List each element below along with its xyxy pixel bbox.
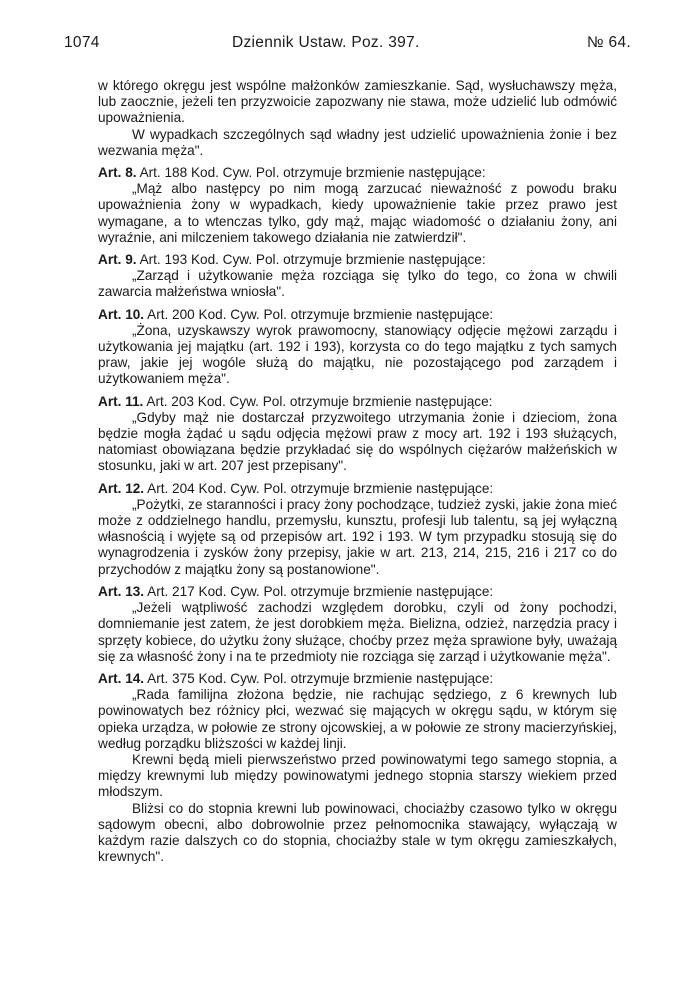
article-number: Art. 12. [98, 480, 145, 496]
article-heading [98, 671, 617, 687]
article-paragraph: „Żona, uzyskawszy wyrok prawomocny, stanowiący odjęcie mężowi zarządu i użytkowania jej majątku (art. 192 i 193), korzysta co do tego majątku z tych samych praw, jakie jej wogóle służą do majątku, nie pozostającego pod zarządem i użytkowaniem męża". [98, 322, 617, 387]
intro-paragraph: w którego okręgu jest wspólne małżonków zamieszkanie. Sąd, wysłuchawszy męża, lub zaocznie, jeżeli ten przyzwoicie zapozwany nie stawa, może udzielić lub odmówić upoważnienia. [98, 78, 617, 126]
article-paragraph: „Gdyby mąż nie dostarczał przyzwoitego utrzymania żonie i dzieciom, żona będzie mogła żądać u sądu odjęcia mężowi praw z mocy art. 192 i 193 służących, natomiast obowiązana będzie przykładać się do wspólnych ciężarów małżeńskich w stosunku, jaki w art. 207 jest przepisany". [98, 409, 617, 474]
page-header [64, 34, 631, 60]
article-heading-text: Art. 375 Kod. Cyw. Pol. otrzymuje brzmienie następujące: [147, 670, 494, 686]
article-paragraph: Krewni będą mieli pierwszeństwo przed powinowatymi tego samego stopnia, a między krewnymi lub między powinowatymi jednego stopnia starszy wiekiem przed młodszym. [98, 751, 617, 800]
article-number: Art. 10. [98, 306, 145, 322]
article-number: Art. 11. [98, 393, 144, 409]
article-heading-text: Art. 193 Kod. Cyw. Pol. otrzymuje brzmienie następujące: [139, 252, 486, 268]
article-heading [98, 584, 617, 600]
article-heading [98, 252, 617, 268]
article-paragraph: „Jeżeli wątpliwość zachodzi względem dorobku, czyli od żony pochodzi, domniemanie jest zatem, że jest dorobkiem męża. Bielizna, odzież, narzędzia pracy i sprzęty kobiece, do użytku żony służące, choćby przez męża sprawione były, uważają się za własność żony i na te przedmioty nie rozciąga się zarząd i użytkowanie męża". [98, 600, 617, 664]
article-heading-text: Art. 204 Kod. Cyw. Pol. otrzymuje brzmienie następujące: [147, 480, 494, 496]
article-heading [98, 307, 617, 323]
article-number: Art. 9. [98, 252, 137, 268]
article-number: Art. 8. [98, 165, 137, 181]
intro-paragraph: W wypadkach szczególnych sąd władny jest udzielić upoważnienia żonie i bez wezwania męża". [98, 126, 617, 158]
article-heading [98, 481, 617, 497]
journal-title: Dziennik Ustaw. Poz. 397. [232, 34, 420, 51]
article-heading [98, 165, 617, 181]
article-heading-text: Art. 217 Kod. Cyw. Pol. otrzymuje brzmienie następujące: [147, 583, 494, 599]
article-paragraph: „Pożytki, ze staranności i pracy żony pochodzące, tudzież zyski, jakie żona mieć może z oddzielnego handlu, przemysłu, kunsztu, profesji lub talentu, są jej wyłączną własnością i wyjęte są od przepisów art. 192 i 193. W tym przypadku stosują się do wynagrodzenia i zysków żony przepisy, jakie w art. 213, 214, 215, 216 i 217 co do przychodów z majątku żony są postanowione". [98, 496, 617, 577]
page-number: 1074 [64, 34, 100, 51]
article-paragraph: „Rada familijna złożona będzie, nie rachując sędziego, z 6 krewnych lub powinowatych bez różnicy płci, wezwać się mających w okręgu sądu, w którym się opieka urządza, w połowie ze strony ojcowskiej, a w połowie ze strony macierzyńskiej, według porządku bliższości w każdej linji. [98, 687, 617, 751]
article-number: Art. 14. [98, 670, 145, 686]
article-heading-text: Art. 200 Kod. Cyw. Pol. otrzymuje brzmienie następujące: [147, 306, 494, 322]
issue-number: № 64. [587, 34, 631, 51]
article-heading [98, 394, 617, 410]
article-paragraph: Bliżsi co do stopnia krewni lub powinowaci, chociażby czasowo tylko w okręgu sądowym obecni, albo dobrowolnie przez pełnomocnika stawający, wyłączają w każdym razie dalszych co do stopnia, chociażby stale w tym okręgu zamieszkałych, krewnych". [98, 800, 617, 865]
article-paragraph: „Mąż albo następcy po nim mogą zarzucać nieważność z powodu braku upoważnienia żony w wypadkach, kiedy upoważnienie takie przez prawo jest wymagane, a to wtenczas tylko, gdy mąż, mając wiadomość o działaniu żony, ani wyraźnie, ani milczeniem takowego działania nie zatwierdził". [98, 181, 617, 245]
article-number: Art. 13. [98, 583, 145, 599]
article-paragraph: „Zarząd i użytkowanie męża rozciąga się tylko do tego, co żona w chwili zawarcia małżeństwa wniosła". [98, 268, 617, 300]
article-heading-text: Art. 203 Kod. Cyw. Pol. otrzymuje brzmienie następujące: [146, 393, 493, 409]
article-heading-text: Art. 188 Kod. Cyw. Pol. otrzymuje brzmienie następujące: [139, 165, 486, 181]
document-body [98, 78, 617, 865]
